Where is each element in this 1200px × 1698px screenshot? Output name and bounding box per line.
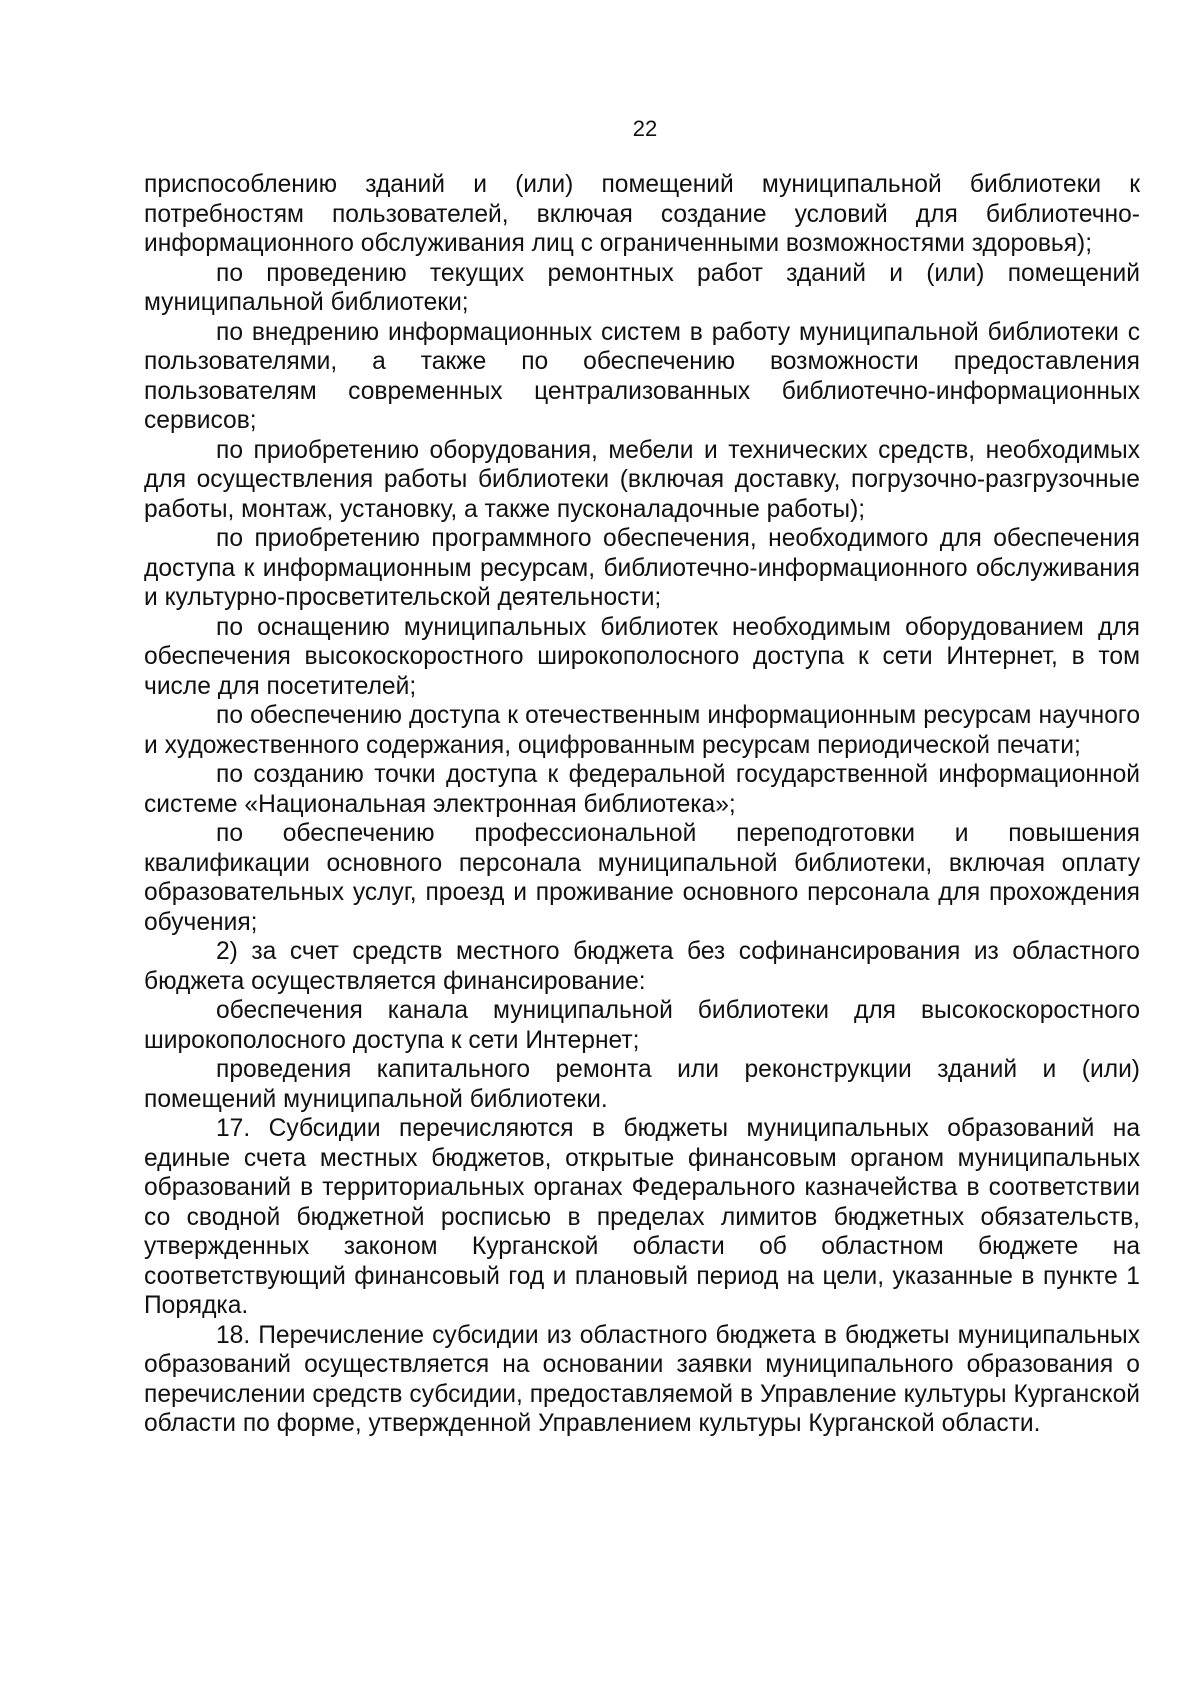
paragraph: по оснащению муниципальных библиотек необходимым оборудованием для обеспечения высокоскоростного широкополосного доступа к сети Интернет, в том числе для посетителей; (144, 613, 1140, 700)
paragraph: проведения капитального ремонта или реконструкции зданий и (или) помещений муниципальной библиотеки. (144, 1056, 1140, 1113)
paragraph: 18. Перечисление субсидии из областного бюджета в бюджеты муниципальных образований осуществляется на основании заявки муниципального образования о перечислении средств субсидии, предоставляемой в Управление культуры Курганской области по форме, утвержденной Управлением культуры Курганской области. (144, 1321, 1140, 1437)
paragraph: по проведению текущих ремонтных работ зданий и (или) помещений муниципальной библиотеки; (144, 259, 1140, 316)
page-number: 22 (632, 116, 658, 141)
paragraph: обеспечения канала муниципальной библиотеки для высокоскоростного широкополосного доступа к сети Интернет; (144, 997, 1140, 1054)
paragraph: 2) за счет средств местного бюджета без софинансирования из областного бюджета осуществляется финансирование: (144, 938, 1140, 995)
paragraph: по внедрению информационных систем в работу муниципальной библиотеки с пользователями, а также по обеспечению возможности предоставления пользователям современных централизованных библиотечно-информационных сервисов; (144, 318, 1140, 434)
paragraph: приспособлению зданий и (или) помещений муниципальной библиотеки к потребностям пользователей, включая создание условий для библиотечно-информационного обслуживания лиц с ограниченными возможностями здоровья); (144, 171, 1140, 257)
paragraph: 17. Субсидии перечисляются в бюджеты муниципальных образований на единые счета местных бюджетов, открытые финансовым органом муниципальных образований в территориальных органах Федерального казначейства в соответствии со сводной бюджетной росписью в пределах лимитов бюджетных обязательств, утвержденных законом Курганской области об областном бюджете на соответствующий финансовый год и плановый период на цели, указанные в пункте 1 Порядка. (144, 1115, 1140, 1319)
document-body (144, 170, 1140, 1439)
paragraph: по обеспечению доступа к отечественным информационным ресурсам научного и художественного содержания, оцифрованным ресурсам периодической печати; (144, 702, 1140, 759)
paragraph: по приобретению программного обеспечения, необходимого для обеспечения доступа к информационным ресурсам, библиотечно-информационного обслуживания и культурно-просветительской деятельности; (144, 525, 1140, 611)
paragraph: по приобретению оборудования, мебели и технических средств, необходимых для осуществления работы библиотеки (включая доставку, погрузочно-разгрузочные работы, монтаж, установку, а также пусконаладочные работы); (144, 436, 1140, 523)
paragraph: по созданию точки доступа к федеральной государственной информационной системе «Национальная электронная библиотека»; (144, 761, 1140, 818)
paragraph: по обеспечению профессиональной переподготовки и повышения квалификации основного персонала муниципальной библиотеки, включая оплату образовательных услуг, проезд и проживание основного персонала для прохождения обучения; (144, 820, 1140, 936)
